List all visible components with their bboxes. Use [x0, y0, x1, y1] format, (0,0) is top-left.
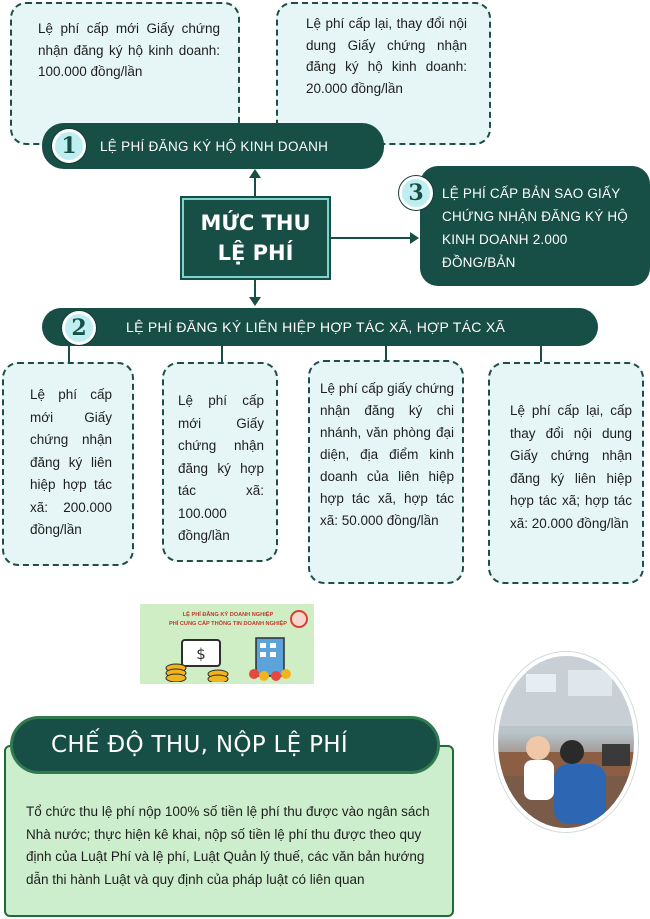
thumbnail-line1: LỆ PHÍ ĐĂNG KÝ DOANH NGHIỆP — [182, 612, 274, 618]
policy-title: CHẾ ĐỘ THU, NỘP LỆ PHÍ — [51, 732, 348, 758]
office-scene-illustration — [498, 656, 638, 832]
fee-box-new-cooperative — [162, 362, 278, 562]
fee-box-reissue-cooperative — [488, 362, 644, 584]
thumbnail-line2: PHÍ CUNG CẤP THÔNG TIN DOANH NGHIỆP — [169, 621, 287, 627]
fee-text: Lệ phí cấp giấy chứng nhận đăng ký chi nhánh, văn phòng đại diện, địa điểm kinh doanh của liên hiệp hợp tác xã, hợp tác xã: 50.000 đồng/lần — [320, 381, 454, 528]
fee-text: Lệ phí cấp mới Giấy chứng nhận đăng ký hộ kinh doanh: 100.000 đồng/lần — [38, 21, 220, 79]
svg-text:$: $ — [196, 645, 206, 663]
section-3-box — [420, 166, 650, 286]
money-icon — [162, 638, 232, 682]
arrow-right-icon — [410, 232, 419, 244]
fee-text: Lệ phí cấp mới Giấy chứng nhận đăng ký liên hiệp hợp tác xã: 200.000 đồng/lần — [30, 387, 112, 537]
policy-body-text: Tổ chức thu lệ phí nộp 100% số tiền lệ phí thu được vào ngân sách Nhà nước; thực hiện kê khai, nộp số tiền lệ phí thu được theo quy định của Luật Phí và lệ phí, Luật Quản lý thuế, các văn bản hướng dẫn thi hành Luật và quy định của pháp luật có liên quan — [26, 804, 430, 887]
emblem-icon — [290, 610, 308, 628]
section-2-title: LỆ PHÍ ĐĂNG KÝ LIÊN HIỆP HỢP TÁC XÃ, HỢP TÁC XÃ — [126, 319, 506, 335]
fee-text: Lệ phí cấp lại, cấp thay đổi nội dung Giấy chứng nhận đăng ký liên hiệp hợp tác xã; hợp tác xã: 20.000 đồng/lần — [510, 403, 632, 531]
fee-text: Lệ phí cấp mới Giấy chứng nhận đăng ký hợp tác xã: 100.000 đồng/lần — [178, 393, 264, 543]
center-title-line1: MỨC THU — [200, 211, 311, 235]
center-title-line2: LỆ PHÍ — [217, 241, 294, 265]
section-2-number-badge: 2 — [62, 311, 96, 345]
fee-thumbnail-image — [140, 604, 314, 684]
section-1-bar — [42, 123, 384, 169]
fee-box-branch-office — [308, 360, 464, 584]
section-2-bar — [42, 308, 598, 346]
arrow-up-icon — [249, 169, 261, 178]
section-3-number-badge: 3 — [399, 176, 433, 210]
section-3-text: LỆ PHÍ CẤP BẢN SAO GIẤY CHỨNG NHẬN ĐĂNG KÝ HỘ KINH DOANH 2.000 ĐỒNG/BẢN — [442, 186, 628, 270]
fee-text: Lệ phí cấp lại, thay đổi nội dung Giấy chứng nhận đăng ký hộ kinh doanh: 20.000 đồng/lần — [306, 16, 467, 96]
section-1-number-badge: 1 — [52, 129, 86, 163]
section-1-title: LỆ PHÍ ĐĂNG KÝ HỘ KINH DOANH — [100, 138, 329, 154]
policy-title-bar — [10, 716, 440, 774]
center-title-box — [182, 198, 329, 278]
arrow-down-icon — [249, 297, 261, 306]
fee-box-new-cooperative-union — [2, 362, 134, 566]
office-photo — [494, 652, 638, 832]
building-icon — [248, 634, 294, 682]
